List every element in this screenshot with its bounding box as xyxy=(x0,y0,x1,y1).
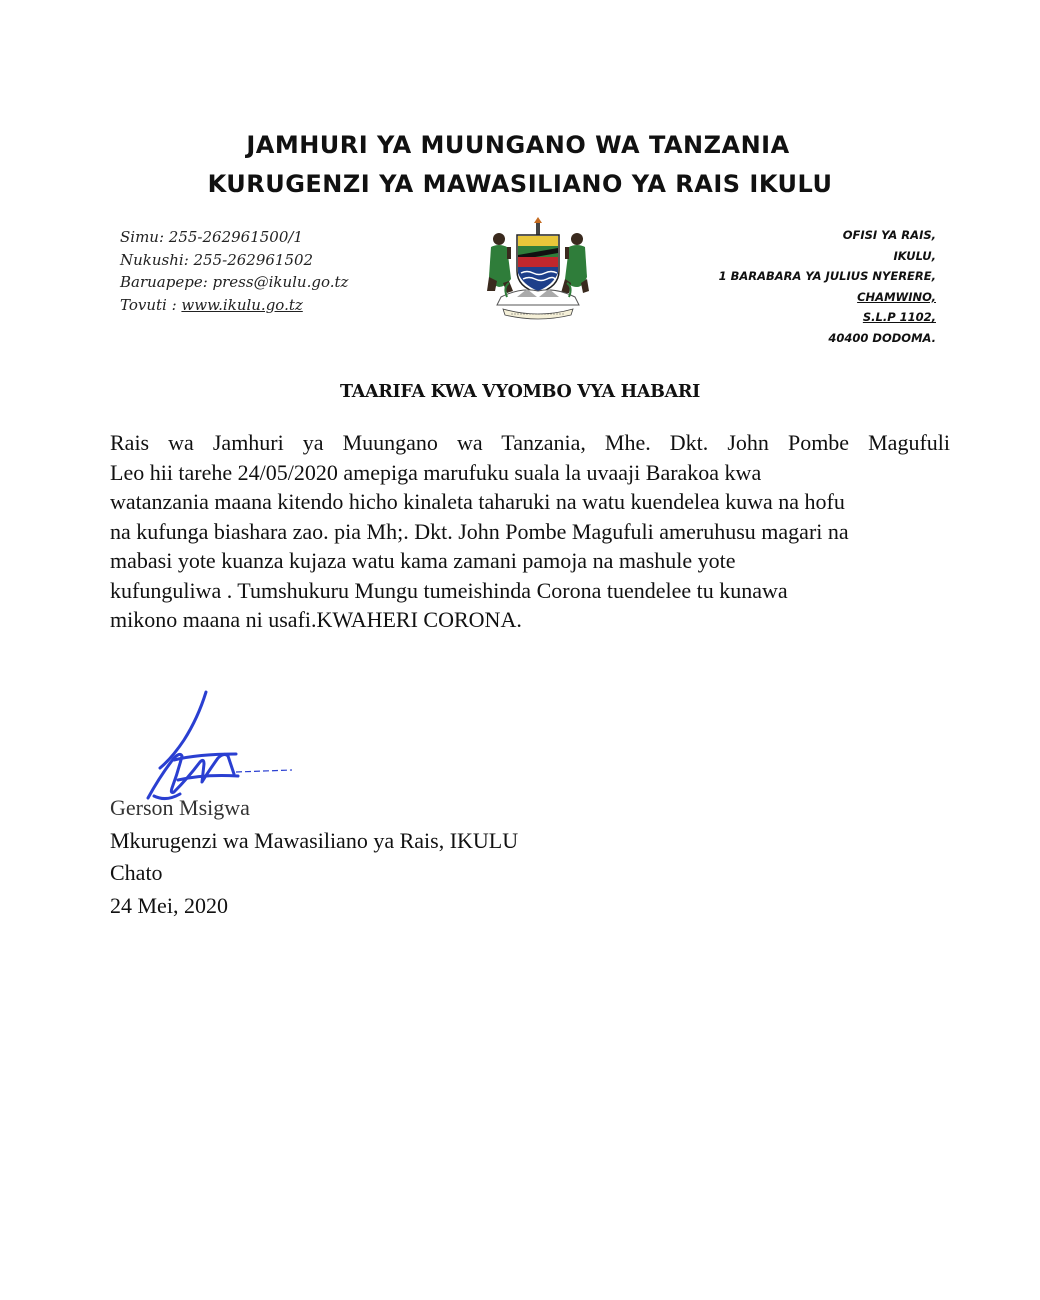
body-line: mabasi yote kuanza kujaza watu kama zamani pamoja na mashule yote xyxy=(110,548,736,573)
header-title-line-2: KURUGENZI YA MAWASILIANO YA RAIS IKULU xyxy=(207,170,833,198)
body-line: mikono maana ni usafi.KWAHERI CORONA. xyxy=(110,607,522,632)
press-release-body xyxy=(110,428,950,635)
address-line-2: IKULU, xyxy=(893,248,936,263)
coat-of-arms-icon xyxy=(481,217,595,321)
address-line-6: 40400 DODOMA. xyxy=(828,330,936,345)
signing-place: Chato xyxy=(110,860,163,885)
body-line: Rais wa Jamhuri ya Muungano wa Tanzania, Mhe. Dkt. John Pombe Magufuli xyxy=(110,430,950,455)
contact-info xyxy=(120,226,348,316)
handwritten-signature xyxy=(108,688,298,818)
body-line: kufunguliwa . Tumshukuru Mungu tumeishinda Corona tuendelee tu kunawa xyxy=(110,577,788,603)
contact-email: Baruapepe: press@ikulu.go.tz xyxy=(120,273,349,291)
contact-phone: Simu: 255-262961500/1 xyxy=(120,228,303,246)
body-line: Leo hii tarehe 24/05/2020 amepiga marufuku suala la uvaaji Barakoa kwa xyxy=(110,459,762,485)
document-title: TAARIFA KWA VYOMBO VYA HABARI xyxy=(339,382,701,402)
office-address xyxy=(719,225,936,349)
address-line-4: CHAMWINO, xyxy=(857,289,936,304)
contact-website-label: Tovuti : xyxy=(120,295,182,314)
address-line-3: 1 BARABARA YA JULIUS NYERERE, xyxy=(718,269,936,284)
body-line: watanzania maana kitendo hicho kinaleta taharuki na watu kuendelea kuwa na hofu xyxy=(110,489,845,514)
signer-position: Mkurugenzi wa Mawasiliano ya Rais, IKULU xyxy=(110,827,519,853)
signer-name: Gerson Msigwa xyxy=(110,795,250,820)
address-line-5: S.L.P 1102, xyxy=(862,310,936,325)
contact-website xyxy=(120,294,348,317)
signing-date: 24 Mei, 2020 xyxy=(110,892,228,918)
body-line: na kufunga biashara zao. pia Mh;. Dkt. John Pombe Magufuli ameruhusu magari na xyxy=(110,518,849,544)
contact-fax: Nukushi: 255-262961502 xyxy=(120,250,314,269)
address-line-1: OFISI YA RAIS, xyxy=(842,228,936,242)
header-title-line-1: JAMHURI YA MUUNGANO WA TANZANIA xyxy=(246,131,790,159)
contact-website-link[interactable]: www.ikulu.go.tz xyxy=(181,295,303,314)
